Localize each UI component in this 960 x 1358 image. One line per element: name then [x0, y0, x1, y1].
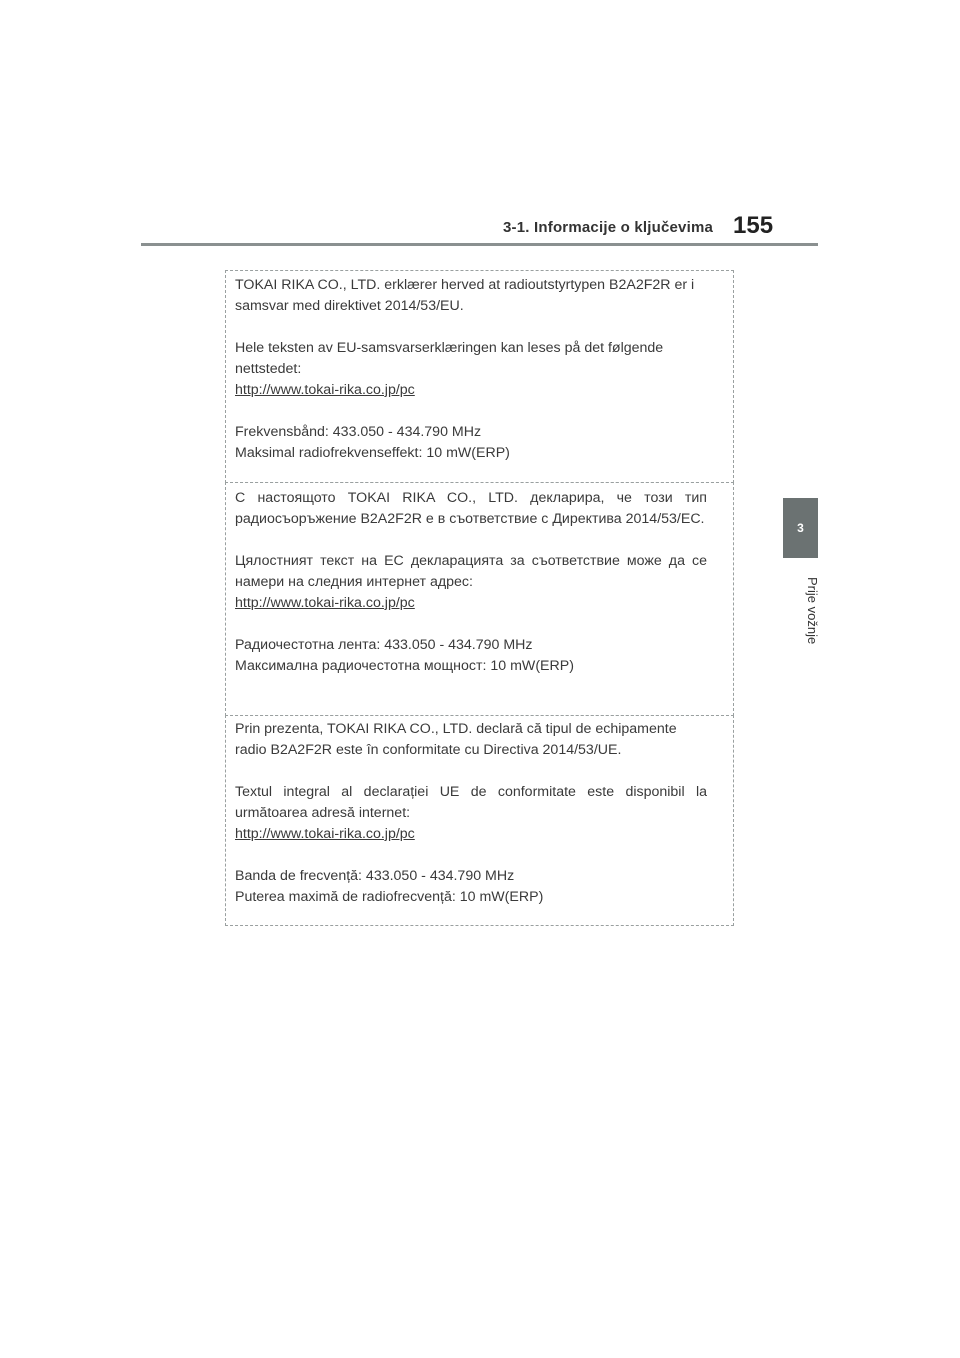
max-power: Puterea maximă de radiofrecvență: 10 mW(ERP) — [235, 889, 544, 905]
section-header: 3-1. Informacije o ključevima — [503, 219, 714, 236]
declaration-box-romanian — [225, 715, 734, 926]
max-power: Maksimal radiofrekvenseffekt: 10 mW(ERP) — [235, 445, 510, 461]
declaration-box-norwegian — [225, 270, 734, 483]
frequency-band: Banda de frecvență: 433.050 - 434.790 MHz — [235, 868, 515, 884]
frequency-band: Frekvensbånd: 433.050 - 434.790 MHz — [235, 424, 482, 440]
frequency-band: Радиочестотна лента: 433.050 - 434.790 MHz — [235, 637, 533, 653]
fulltext-intro: Textul integral al declarației UE de conformitate este disponibil la următoarea adresă internet: — [235, 784, 707, 821]
declaration-link[interactable]: http://www.tokai-rika.co.jp/pc — [235, 382, 415, 398]
chapter-title: Prije vožnje — [805, 577, 820, 645]
max-power: Максимална радиочестотна мощност: 10 mW(ERP) — [235, 658, 574, 674]
fulltext-intro: Цялостният текст на ЕС декларацията за съответствие може да се намери на следния интернет адрес: — [235, 553, 707, 590]
declaration-link[interactable]: http://www.tokai-rika.co.jp/pc — [235, 595, 415, 611]
header-rule — [141, 243, 818, 246]
declaration-link[interactable]: http://www.tokai-rika.co.jp/pc — [235, 826, 415, 842]
declaration-statement: Prin prezenta, TOKAI RIKA CO., LTD. declară că tipul de echipamente radio B2A2F2R este în conformitate cu Directiva 2014/53/UE. — [235, 721, 677, 758]
fulltext-intro: Hele teksten av EU-samsvarserklæringen kan leses på det følgende nettstedet: — [235, 340, 664, 377]
declaration-box-bulgarian — [225, 482, 734, 716]
chapter-tab: 3 — [783, 498, 818, 558]
page-number: 155 — [733, 212, 774, 239]
declaration-statement: TOKAI RIKA CO., LTD. erklærer herved at radioutstyrtypen B2A2F2R er i samsvar med direktivet 2014/53/EU. — [235, 277, 695, 314]
declaration-statement: С настоящото TOKAI RIKA CO., LTD. декларира, че този тип радиосъоръжение B2A2F2R е в съответствие с Директива 2014/53/ЕС. — [235, 490, 707, 527]
